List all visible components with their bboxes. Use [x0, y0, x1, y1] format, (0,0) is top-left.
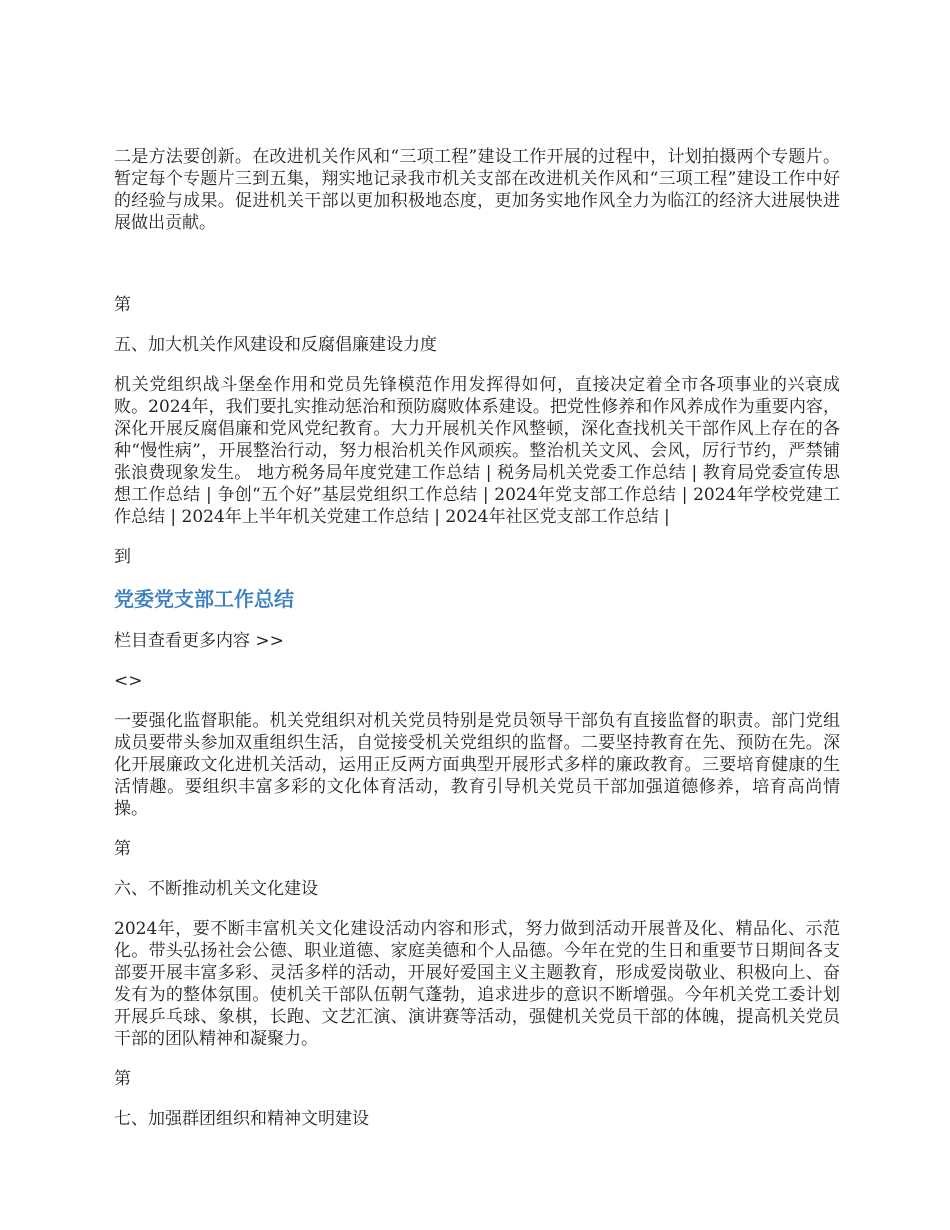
section-marker-1: 第: [114, 295, 131, 315]
paragraph-section-5: 机关党组织战斗堡垒作用和党员先锋模范作用发挥得如何，直接决定着全市各项事业的兴衰成败。2024年，我们要扎实推动惩治和预防腐败体系建设。把党性修养和作风养成作为重要内容，深化开展反腐倡廉和党风党纪教育。大力开展机关作风整顿，深化查找机关干部作风上存在的各种“慢性病”，开展整治行动，努力根治机关作风顽疾。整治机关文风、会风，厉行节约，严禁铺张浪费现象发生。 地方税务局年度党建工作总结 | 税务局机关党委工作总结 | 教育局党委宣传思想工作总结 | 争创“五个好”基层党组织工作总结 | 2024年党支部工作总结 | 2024年学校党建工作总结 | 2024年上半年机关党建工作总结 | 2024年社区党支部工作总结 |: [114, 375, 840, 527]
section-heading-5: 五、加大机关作风建设和反腐倡廉建设力度: [114, 335, 437, 355]
paragraph-method-innovation: 二是方法要创新。在改进机关作风和“三项工程”建设工作开展的过程中，计划拍摄两个专题片。暂定每个专题片三到五集，翔实地记录我市机关支部在改进机关作风和“三项工程”建设工作中好的经验与成果。促进机关干部以更加积极地态度，更加务实地作风全力为临江的经济大进展快进展做出贡献。: [114, 147, 840, 233]
marker-dao: 到: [114, 547, 131, 567]
section-heading-7: 七、加强群团组织和精神文明建设: [114, 1109, 369, 1129]
section-marker-3: 第: [114, 1069, 131, 1089]
section-heading-6: 六、不断推动机关文化建设: [114, 879, 318, 899]
view-more-link[interactable]: 栏目查看更多内容 >>: [114, 631, 284, 651]
document-body: [114, 146, 840, 1130]
paragraph-supervision: 一要强化监督职能。机关党组织对机关党员特别是党员领导干部负有直接监督的职责。部门党组成员要带头参加双重组织生活，自觉接受机关党组织的监督。二要坚持教育在先、预防在先。深化开展廉政文化进机关活动，运用正反两方面典型开展形式多样的廉政教育。三要培育健康的生活情趣。要组织丰富多彩的文化体育活动，教育引导机关党员干部加强道德修养，培育高尚情操。: [114, 711, 840, 819]
category-heading-link[interactable]: 党委党支部工作总结: [114, 587, 294, 611]
paragraph-section-6: 2024年，要不断丰富机关文化建设活动内容和形式，努力做到活动开展普及化、精品化、示范化。带头弘扬社会公德、职业道德、家庭美德和个人品德。今年在党的生日和重要节日期间各支部要开展丰富多彩、灵活多样的活动，开展好爱国主义主题教育，形成爱岗敬业、积极向上、奋发有为的整体氛围。使机关干部队伍朝气蓬勃，追求进步的意识不断增强。今年机关党工委计划开展乒乓球、象棋，长跑、文艺汇演、演讲赛等活动，强健机关党员干部的体魄，提高机关党员干部的团队精神和凝聚力。: [114, 919, 840, 1049]
angle-brackets: <>: [114, 671, 143, 691]
section-marker-2: 第: [114, 839, 131, 859]
